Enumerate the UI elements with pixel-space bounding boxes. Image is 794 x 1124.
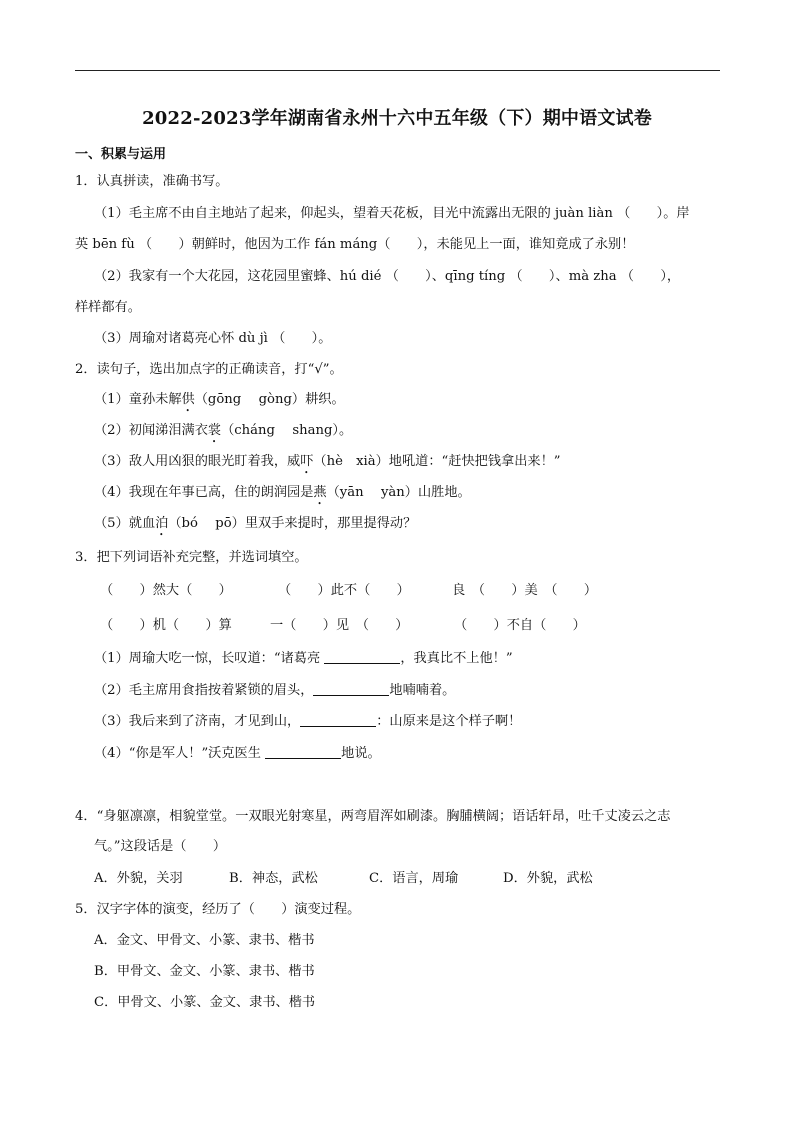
answer-line[interactable] — [324, 650, 400, 664]
dotted-character: 吓 — [300, 454, 314, 469]
dotted-character: 裳 — [207, 423, 222, 438]
question-5-stem: 5．汉字字体的演变，经历了（ ）演变过程。 — [75, 902, 361, 917]
question-2-sentence: （3）敌人用凶狠的眼光盯着我，威吓（hè xià）地吼道：“赶快把钱拿出来！” — [94, 454, 561, 469]
question-2-sentence: （1）童孙未解供（gōng gòng）耕织。 — [94, 392, 345, 407]
question-2-sentence: （4）我现在年事已高，住的朗润园是燕（yān yàn）山胜地。 — [94, 485, 471, 500]
page-title: 2022-2023学年湖南省永州十六中五年级（下）期中语文试卷 — [142, 108, 652, 129]
dotted-character: 供 — [181, 392, 195, 407]
question-1-stem: 1．认真拼读，准确书写。 — [75, 174, 229, 189]
question-2-sentence: （2）初闻涕泪满衣裳（cháng shang）。 — [94, 423, 353, 438]
answer-line[interactable] — [300, 713, 376, 727]
question-3-stem: 3．把下列词语补充完整，并选词填空。 — [75, 550, 308, 565]
section-heading: 一、积累与运用 — [75, 147, 167, 162]
question-3-sentence: （3）我后来到了济南，才见到山， ：山原来是这个样子啊！ — [94, 714, 522, 729]
header-rule — [75, 70, 720, 71]
dotted-character: 泊 — [155, 516, 169, 531]
answer-line[interactable] — [265, 745, 341, 759]
idiom-blank: 良 （ ）美 （ ） — [452, 583, 598, 598]
option-c[interactable]: C．甲骨文、小篆、金文、隶书、楷书 — [94, 995, 316, 1010]
option-b[interactable]: B．甲骨文、金文、小篆、隶书、楷书 — [94, 964, 315, 979]
question-1-line: （1）毛主席不由自主地站了起来，仰起头，望着天花板，目光中流露出无限的 juàn liàn （ ）。岸 — [94, 206, 690, 221]
option-a[interactable]: A．外貌，关羽 — [94, 871, 183, 886]
idiom-blank: （ ）此不（ ） — [278, 583, 410, 598]
option-b[interactable]: B．神态，武松 — [229, 871, 318, 886]
option-a[interactable]: A．金文、甲骨文、小篆、隶书、楷书 — [94, 933, 315, 948]
question-1-line: （3）周瑜对诸葛亮心怀 dù jì （ ）。 — [94, 331, 332, 346]
idiom-blank: （ ）不自（ ） — [454, 618, 586, 633]
answer-line[interactable] — [313, 682, 389, 696]
option-c[interactable]: C．语言，周瑜 — [369, 871, 459, 886]
idiom-blank: 一（ ）见 （ ） — [270, 618, 409, 633]
question-4-stem: 4．“身躯凛凛，相貌堂堂。一双眼光射寒星，两弯眉浑如刷漆。胸脯横阔；语话轩昂，吐千丈凌云之志 — [75, 809, 671, 824]
idiom-blank: （ ）机（ ）算 — [100, 618, 232, 633]
question-3-sentence: （2）毛主席用食指按着紧锁的眉头， 地喃喃着。 — [94, 683, 456, 698]
question-4-stem-cont: 气。”这段话是（ ） — [94, 839, 227, 854]
idiom-blank: （ ）然大（ ） — [100, 583, 232, 598]
question-1-line: （2）我家有一个大花园，这花园里蜜蜂、hú dié （ ）、qīng tíng （ ）、mà zha （ ）， — [94, 269, 681, 284]
question-2-stem: 2．读句子，选出加点字的正确读音，打“√”。 — [75, 362, 343, 377]
option-d[interactable]: D．外貌，武松 — [503, 871, 593, 886]
question-1-line: 英 bēn fù （ ）朝鲜时，他因为工作 fán máng（ ），未能见上一面，谁知竟成了永别！ — [75, 237, 635, 252]
question-1-line: 样样都有。 — [75, 300, 141, 315]
question-3-sentence: （4）“你是军人！”沃克医生 地说。 — [94, 746, 381, 761]
question-3-sentence: （1）周瑜大吃一惊，长叹道：“诸葛亮 ，我真比不上他！” — [94, 651, 513, 666]
dotted-character: 燕 — [313, 485, 327, 500]
question-2-sentence: （5）就血泊（bó pō）里双手来提时，那里提得动？ — [94, 516, 417, 531]
